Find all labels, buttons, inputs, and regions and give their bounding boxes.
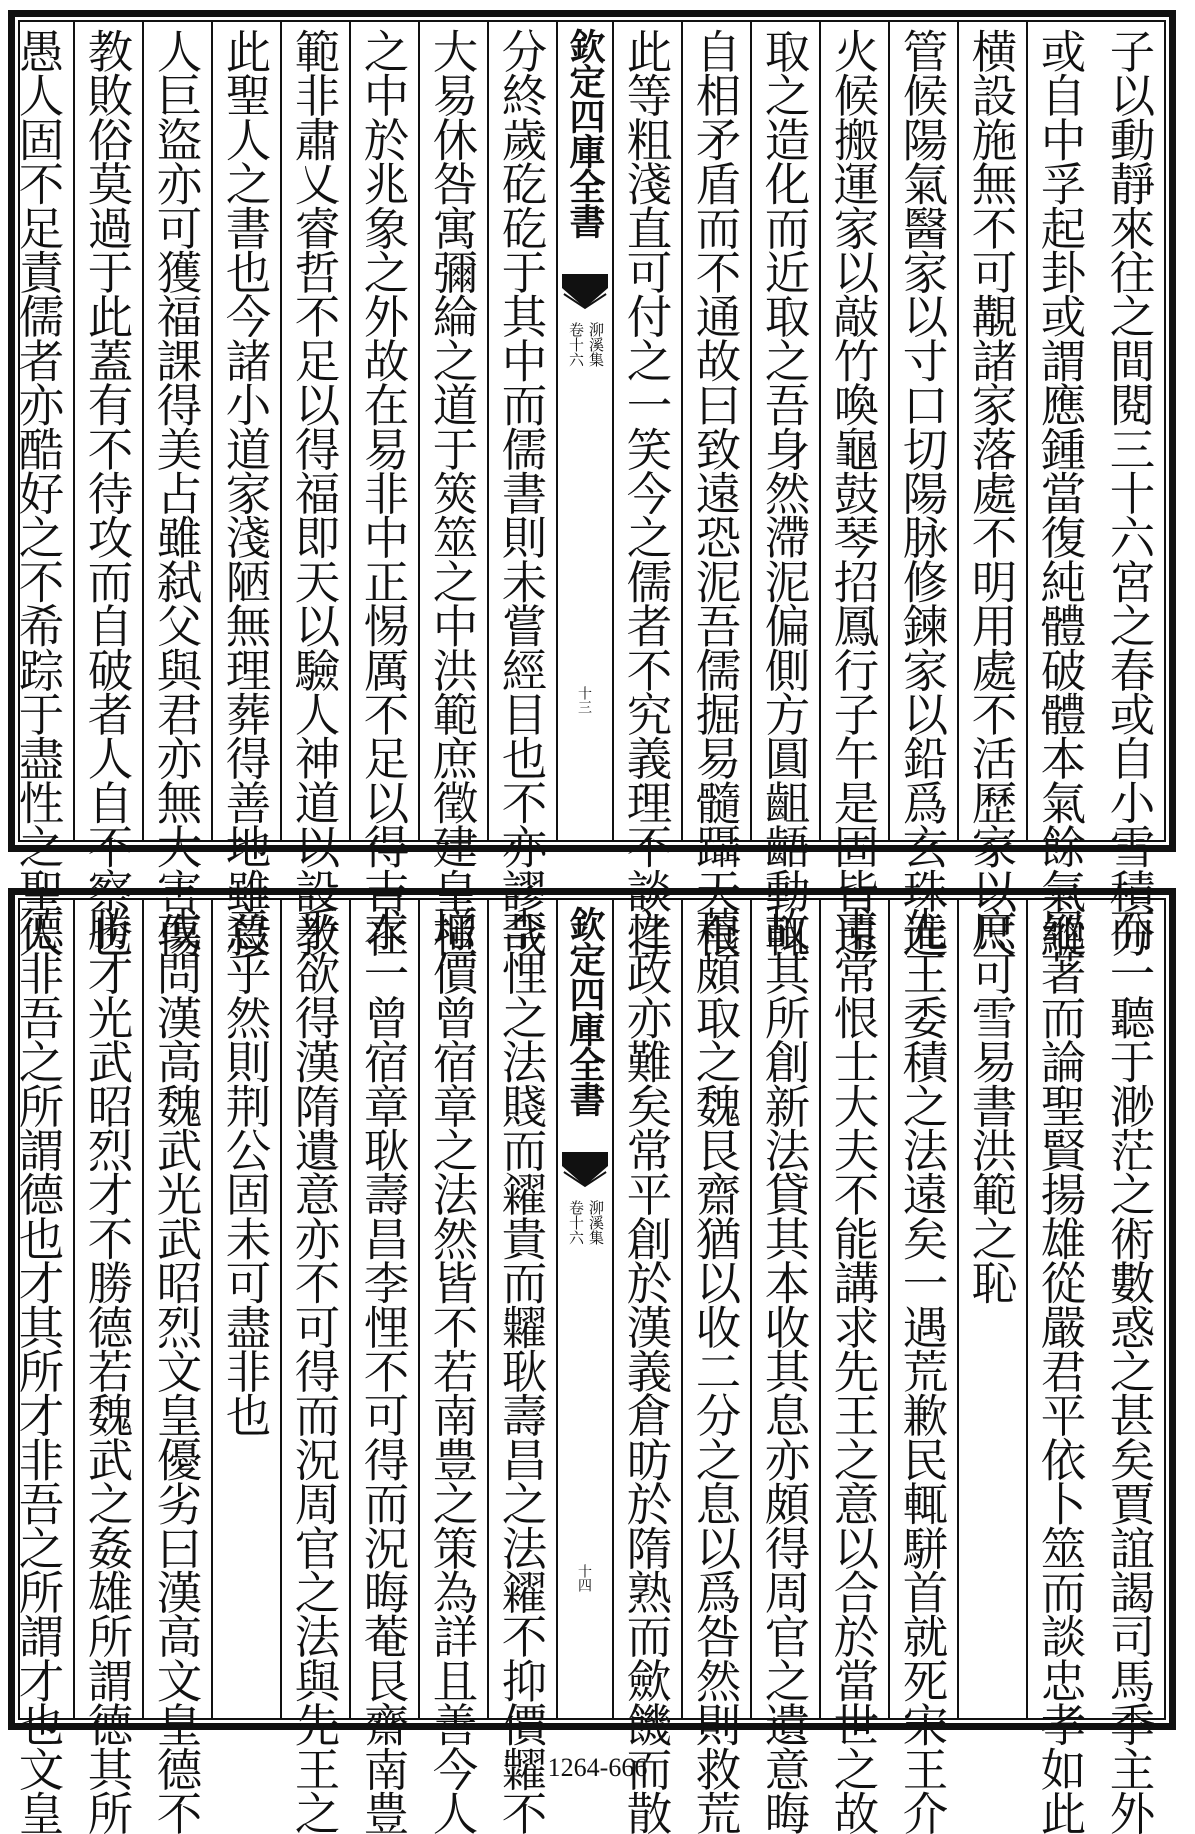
text-column <box>211 22 280 957</box>
page-top <box>8 10 1176 957</box>
column-text: 子以動靜來往之間閱三十六宮之春或自小雪積分 <box>1103 28 1156 957</box>
column-text: 或問漢高魏武光武昭烈文皇優劣曰漢高文皇德不 <box>150 906 203 1834</box>
fishtail-mark-icon <box>562 274 608 308</box>
volume-label: 泖溪集 卷十六 <box>567 1200 605 1245</box>
column-text: 分終歲矻矻于其中而儒書則未嘗經目也不亦謬哉 <box>495 28 548 957</box>
column-text: 故其所創新法貸其本收其息亦頗得周官之遺意晦 <box>758 906 811 1834</box>
text-column <box>1095 22 1164 957</box>
text-column <box>142 22 211 957</box>
text-column <box>819 22 888 957</box>
column-text: 增價曾宿章之法然皆不若南豊之策為詳且善今人 <box>426 906 479 1834</box>
text-column <box>888 22 957 957</box>
column-text: 李悝之法賤而糴貴而糶耿壽昌之法糴不抑價糶不 <box>495 906 548 1834</box>
volume-label: 泖溪集 卷十六 <box>567 322 605 367</box>
page-frame <box>12 20 1166 957</box>
text-column <box>681 900 750 1834</box>
text-column <box>280 22 349 957</box>
text-column <box>12 22 73 957</box>
text-column <box>750 900 819 1834</box>
column-text: 乎欲得漢隋遺意亦不可得而況周官之法與先王之 <box>288 906 341 1834</box>
column-text: 管候陽氣醫家以寸口切陽脉修鍊家以鉛爲玄珠進 <box>896 28 949 957</box>
text-column <box>142 900 211 1834</box>
text-column <box>349 900 418 1834</box>
column-text: 人巨盜亦可獲福課得美占雖弑父與君亦無大害傷 <box>150 28 203 957</box>
column-text: 意乎然則荆公固未可盡非也 <box>219 906 272 1437</box>
text-column <box>1026 22 1095 957</box>
column-text: 菴頗取之魏艮齋猶以收二分之息以爲咎然則救荒 <box>689 906 742 1834</box>
column-text: 勝才光武昭烈才不勝德若魏武之姦雄所謂德其所 <box>81 906 134 1834</box>
text-column <box>957 900 1026 1718</box>
column-text: 德非吾之所謂德也才其所才非吾之所謂才也文皇 <box>12 906 65 1834</box>
text-column <box>957 22 1026 957</box>
column-text: 自相矛盾而不通故曰致遠恐泥吾儒掘易髓躡天根 <box>689 28 742 957</box>
text-column <box>681 22 750 957</box>
text-column <box>612 22 681 957</box>
text-column <box>888 900 957 1834</box>
column-text: 取之造化而近取之吾身然滯泥偏側方圓齟齬動輒 <box>758 28 811 957</box>
text-column <box>12 900 73 1834</box>
text-column <box>487 22 556 957</box>
column-text: 先王委積之法遠矣一遇荒歉民輒駢首就死宋王介 <box>896 906 949 1834</box>
text-column <box>73 22 142 957</box>
column-text: 火候搬運家以敲竹喚龜鼓琴招鳳行子午是固皆遠 <box>827 28 880 957</box>
book-title: 欽定四庫全書 <box>564 906 606 1116</box>
column-text: 庶可雪易書洪範之恥 <box>965 906 1018 1304</box>
text-column <box>418 900 487 1834</box>
text-column <box>1095 900 1164 1834</box>
text-column <box>349 22 418 957</box>
text-column <box>418 22 487 957</box>
text-column <box>750 22 819 957</box>
text-column <box>280 900 349 1834</box>
column-text: 龜著而論聖賢揚雄從嚴君平依卜筮而談忠孝如此 <box>1034 906 1087 1834</box>
text-column <box>73 900 142 1834</box>
center-fold-column <box>556 22 612 840</box>
text-column <box>819 900 888 1834</box>
column-text: 大易休咎寓彌綸之道于筴筮之中洪範庶徵建皇極 <box>426 28 479 957</box>
text-column <box>1026 900 1095 1834</box>
book-title: 欽定四庫全書 <box>564 28 606 238</box>
leaf-number: 十四 <box>576 1564 592 1592</box>
column-text: 求一曾宿章耿壽昌李悝不可得而況晦菴艮齋南豊 <box>357 906 410 1834</box>
column-text: 此聖人之書也今諸小道家淺陋無理葬得善地雖殺 <box>219 28 272 957</box>
column-text: 横設施無不可覯諸家落處不明用處不活歷家以尺 <box>965 28 1018 957</box>
page-footer-number: 1264-666 <box>547 1753 648 1782</box>
column-text: 或自中孚起卦或謂應鍾當復純體破體本氣餘氣縱 <box>1034 28 1087 957</box>
column-text: 之政亦難矣常平創於漢義倉昉於隋熟而歛饑而散 <box>620 906 673 1834</box>
column-text: 範非肅乂睿哲不足以得福即天以驗人神道以設教 <box>288 28 341 957</box>
column-text: 愚人固不足責儒者亦酷好之不希踪于盡性之聖人 <box>12 28 65 957</box>
center-fold-column <box>556 900 612 1718</box>
column-text: 甫常恨士大夫不能講求先王之意以合於當世之故 <box>827 906 880 1834</box>
column-text: 此等粗淺直可付之一笑今之儒者不究義理不談性 <box>620 28 673 957</box>
column-text: 之中於兆象之外故在易非中正惕厲不足以得吉在 <box>357 28 410 957</box>
text-column <box>487 900 556 1834</box>
column-text: 教敗俗莫過于此蓋有不待攻而自破者人自不察也 <box>81 28 134 957</box>
column-text: 而一聽于渺茫之術數惑之甚矣賈誼謁司馬季主外 <box>1103 906 1156 1834</box>
text-column <box>612 900 681 1834</box>
leaf-number: 十三 <box>576 686 592 714</box>
fishtail-mark-icon <box>562 1152 608 1186</box>
text-column <box>211 900 280 1718</box>
